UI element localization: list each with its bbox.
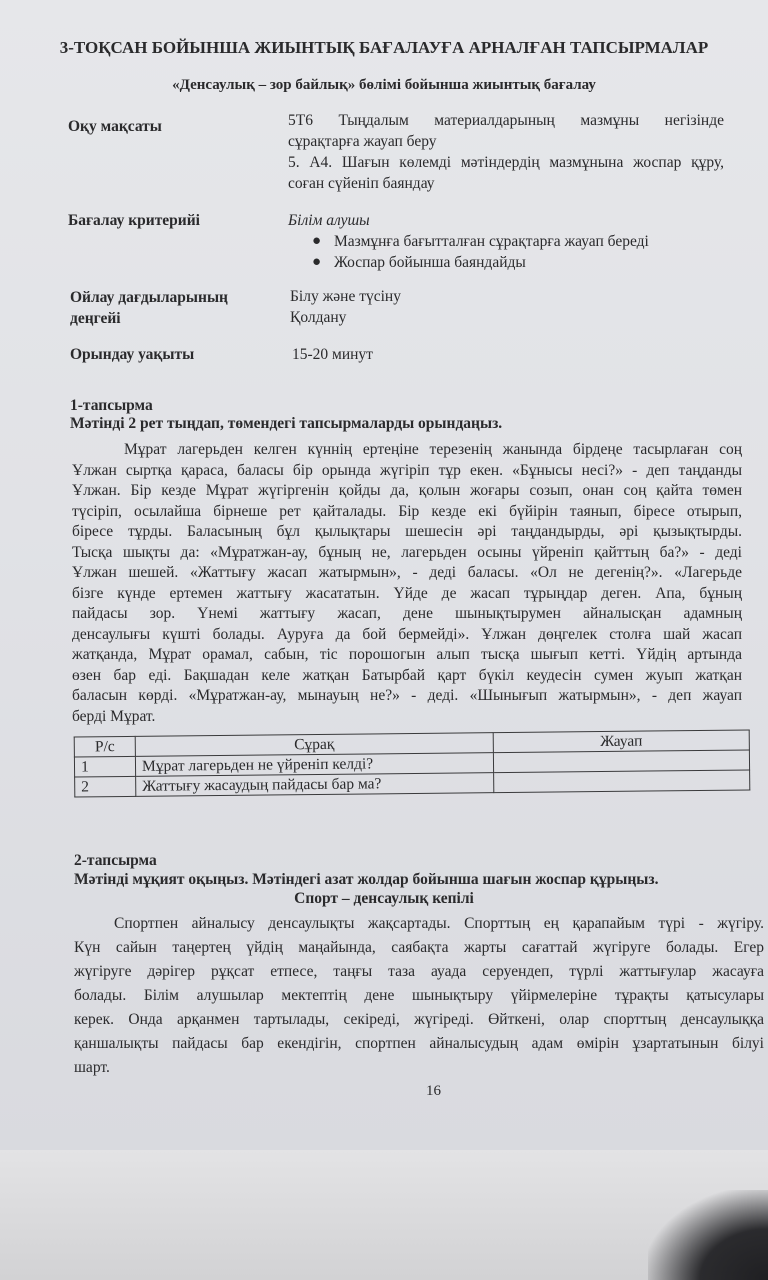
- text-line: Спортпен айналысу денсаулықты жақсартады. Спорттың ең қарапайым түрі - жүгіру.: [114, 915, 764, 932]
- text-line: Мұрат лагерьден келген күннің ертеңіне терезенің жанында бірдеңе тасырлаған соң: [124, 441, 742, 458]
- goal-line: соған сүйеніп баяндау: [288, 175, 435, 192]
- task1-instruction: Мәтінді 2 рет тыңдап, төмендегі тапсырмаларды орындаңыз.: [70, 415, 503, 432]
- table-header-answer: Жауап: [493, 730, 749, 753]
- text-line: жатқанда, Мұрат орамал, сабын, тіс порошогын алып тысқа шығып кетті. Үйдің артында: [72, 646, 742, 663]
- table-cell-question: Мұрат лагерьден не үйреніп келді?: [135, 753, 493, 777]
- text-line: Ұлжан. Бір кезде Мұрат жүгіргенін қойды да, қолын жоғары созып, онан соң қайта төмен: [72, 482, 742, 499]
- text-line: жүгіруге дәрігер рұқсат етпесе, таңғы таза ауада серуендеп, түрлі жаттығулар жасауға: [74, 963, 764, 980]
- text-line: болады. Білім алушылар мектептің дене шынықтыру үйірмелеріне тұрақты қатысулары: [74, 987, 764, 1004]
- criteria-intro: Білім алушы: [288, 212, 370, 229]
- background-surface: [0, 1150, 768, 1280]
- time-label: Орындау уақыты: [70, 346, 195, 363]
- task2-heading: 2-тапсырма: [74, 852, 157, 869]
- table-cell-num: 2: [75, 776, 136, 797]
- goal-line: сұрақтарға жауап беру: [288, 133, 437, 150]
- time-value: 15-20 минут: [292, 346, 373, 363]
- document-title: 3-ТОҚСАН БОЙЫНША ЖИЫНТЫҚ БАҒАЛАУҒА АРНАЛҒАН ТАПСЫРМАЛАР: [59, 38, 709, 57]
- thinking-label: [70, 287, 228, 329]
- criteria-item: [312, 252, 728, 273]
- questions-table: [74, 729, 751, 797]
- thinking-value-line: Қолдану: [290, 309, 347, 326]
- table-header-num: Р/с: [74, 736, 135, 757]
- criteria-item-text: Жоспар бойынша баяндайды: [334, 254, 526, 271]
- text-line: баласын көрді. «Мұратжан-ау, мынауың не?» - деді. «Шынығып жатырмын», - деп жауап: [72, 687, 742, 704]
- text-line: өзен бар еді. Бақшадан келе жатқан Батырбай қарт бүкіл кеудесін сумен жуып жатқан: [72, 666, 742, 684]
- thinking-label-line: Ойлау дағдыларының: [70, 289, 228, 306]
- text-line: пайдасы зор. Үнемі жаттығу жасап, дене шынықтырумен айналысқан адамның: [72, 605, 742, 622]
- corner-shadow: [648, 1190, 768, 1280]
- goal-line: 5. А4. Шағын көлемді мәтіндердің мазмұнына жоспар құру,: [288, 154, 724, 171]
- goal-line: 5Т6 Тыңдалым материалдарының мазмұны негізінде: [288, 112, 724, 129]
- goal-label: Оқу мақсаты: [68, 118, 162, 135]
- text-line: Ұлжан сыртқа қараса, баласы бір орында жүгіріп тұр екен. «Бұнысы несі?» - деп таңданды: [72, 461, 742, 479]
- table-cell-question: Жаттығу жасаудың пайдасы бар ма?: [136, 773, 494, 797]
- task1-heading: 1-тапсырма: [70, 397, 153, 414]
- criteria-value: [288, 210, 728, 273]
- text-line: керек. Онда арқанмен тартылады, секіреді, жүгіреді. Өйткені, олар спорттың денсаулыққа: [74, 1011, 764, 1028]
- bullet-icon: ●: [312, 254, 322, 270]
- task2-instruction: Мәтінді мұқият оқыңыз. Мәтіндегі азат жолдар бойынша шағын жоспар құрыңыз.: [74, 871, 659, 888]
- bullet-icon: ●: [312, 233, 322, 249]
- text-line: түсіріп, осылайша бірнеше рет қайталады. Бір кезде екі бүйірін таянып, біресе отырып,: [72, 502, 742, 520]
- criteria-label: Бағалау критерийі: [68, 212, 200, 229]
- text-line: Күн сайын таңертең үйдің маңайында, саябақта жарты сағаттай жүгіруге болады. Егер: [74, 939, 764, 956]
- table-header-question: Сұрақ: [135, 733, 493, 757]
- task2-text-title: Спорт – денсаулық кепілі: [294, 890, 474, 907]
- document-subtitle: «Денсаулық – зор байлық» бөлімі бойынша жиынтық бағалау: [172, 77, 596, 93]
- text-line: Ұлжан шешей. «Жаттығу жасап жатырмын», - деді баласы. «Ол не дегенің?». «Лагерьде: [72, 564, 742, 581]
- text-line: бізге күнде ертемен жаттығу жасататын. Үйде де жасап тұрыңдар деген. Апа, бұның: [72, 584, 742, 602]
- goal-value: [288, 110, 724, 194]
- task1-text: [72, 440, 742, 727]
- task2-text: [74, 912, 764, 1080]
- text-line: шарт.: [74, 1059, 110, 1076]
- criteria-item-text: Мазмұнға бағытталған сұрақтарға жауап береді: [334, 233, 649, 250]
- table-cell-answer[interactable]: [494, 770, 750, 793]
- text-line: берді Мұрат.: [72, 707, 156, 725]
- text-line: Тысқа шықты да: «Мұратжан-ау, бұның не, лагерьден осыны үйреніп қайттың ба?» - деді: [72, 543, 742, 561]
- criteria-item: [312, 231, 728, 252]
- thinking-label-line: деңгейі: [70, 310, 121, 327]
- text-line: қаншалықты пайдасы бар екендігін, спортпен айналысудың адам өмірін ұзартатынын білуі: [74, 1035, 764, 1052]
- thinking-value: [290, 286, 401, 328]
- page-number: 16: [426, 1083, 441, 1099]
- text-line: денсаулығы күшті болады. Ауруға да бой бермейді». Ұлжан дөңгелек столға шай жасап: [72, 625, 742, 643]
- table-cell-num: 1: [74, 756, 135, 777]
- table-cell-answer[interactable]: [493, 750, 749, 773]
- text-line: біресе тұрды. Баласының бұл қылықтары шешесін әрі таңдандырды, әрі қызықтырды.: [72, 523, 742, 540]
- thinking-value-line: Білу және түсіну: [290, 288, 401, 305]
